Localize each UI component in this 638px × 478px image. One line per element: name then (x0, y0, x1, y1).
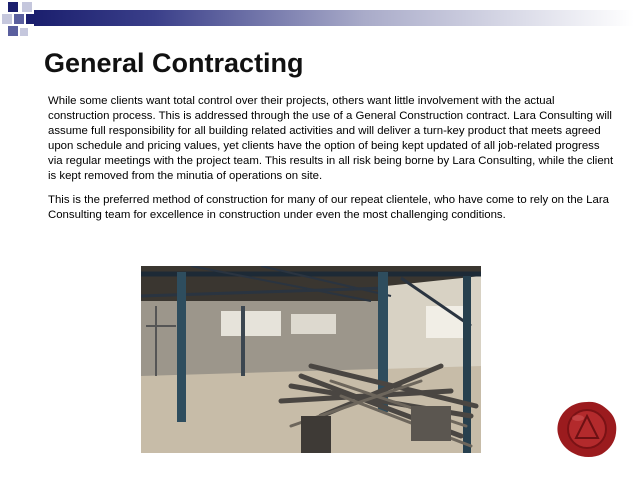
corner-square-2 (22, 2, 32, 12)
corner-square-4 (14, 14, 24, 24)
wax-seal-logo (556, 400, 618, 458)
wax-seal-icon (556, 400, 618, 458)
page-title: General Contracting (44, 48, 304, 78)
corner-square-6 (8, 26, 18, 36)
paragraph-1: While some clients want total control over their projects, others want little involvement with the actual construction process. This is addressed through the use of a General Construction contract. Lara Consulting will assume full responsibility for all building related activities and will deliver a turn-key product that meets agreed upon schedule and pricing values, yet clients have the option of being kept updated of all job-related progress via regular meetings with the project team. This results in all risk being borne by Lara Consulting, while the client is kept removed from the minutia of operations on site. (48, 95, 614, 182)
construction-site-photo (141, 266, 481, 453)
construction-photo-illustration (141, 266, 481, 453)
body-text (48, 94, 616, 232)
corner-square-7 (20, 28, 28, 36)
header-gradient-band (34, 10, 634, 26)
paragraph-2: This is the preferred method of construction for many of our repeat clientele, who have come to rely on the Lara Consulting team for excellence in construction under even the most challenging conditions. (48, 194, 609, 221)
corner-square-3 (2, 14, 12, 24)
corner-square-1 (8, 2, 18, 12)
